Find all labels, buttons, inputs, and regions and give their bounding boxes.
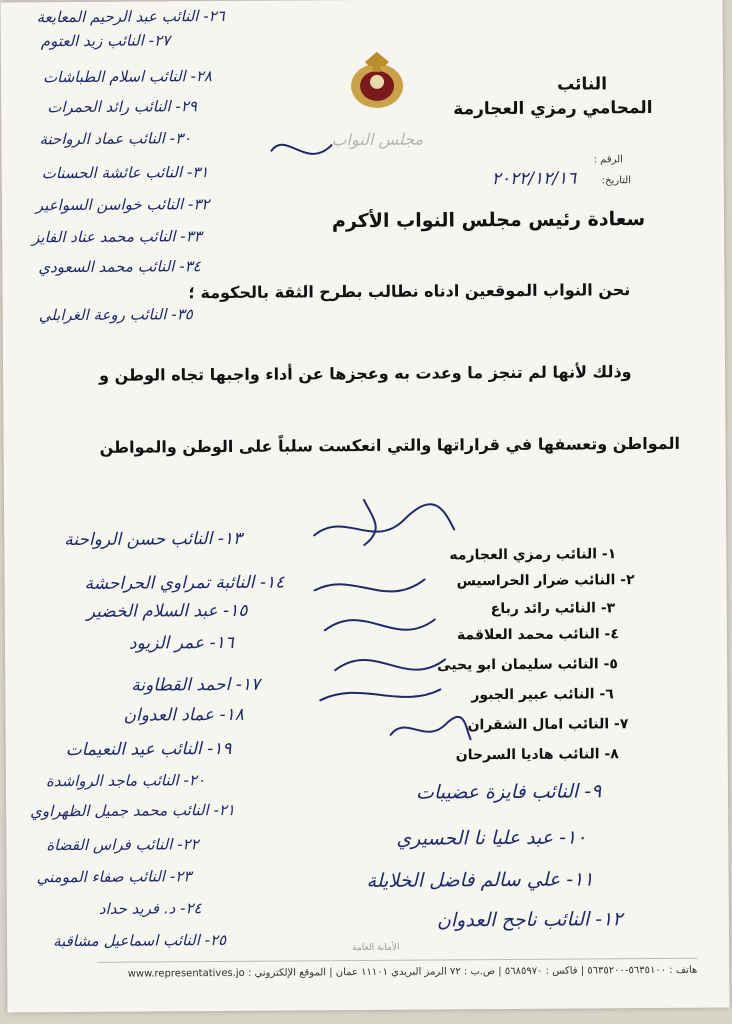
handwritten-signatory-26: ٢٦- النائب عبد الرحيم المعايعة (36, 6, 225, 27)
jordan-coat-of-arms-icon (346, 48, 408, 112)
reference-label: الرقم : (593, 154, 623, 166)
letter-body-line2: المواطن وتعسفها في قراراتها والتي انعكست سلباً على الوطن والمواطن (99, 433, 680, 457)
handwritten-signatory-22: ٢٢- النائب فراس القضاة (46, 835, 199, 855)
signatory-4: ٤- النائب محمد العلاقمة (456, 626, 619, 644)
signatory-7: ٧- النائب امال الشقران (467, 716, 629, 734)
letter-intro: نحن النواب الموقعين ادناه نطالب بطرح الثقة بالحكومة ؛ (188, 280, 631, 303)
handwritten-signatory-33: ٣٣- النائب محمد عناد الفايز (32, 227, 202, 247)
handwritten-signatory-20: ٢٠- النائب ماجد الرواشدة (45, 771, 206, 791)
handwritten-signatory-29: ٢٩- النائب رائد الحمرات (47, 97, 197, 117)
parliament-logo-watermark: مجلس النواب (331, 129, 424, 150)
handwritten-signatory-16: ١٦- عمر الزيود (128, 632, 234, 654)
date-label: التاريخ: (601, 175, 632, 187)
handwritten-signatory-15: ١٥- عبد السلام الخضير (86, 600, 248, 622)
handwritten-signatory-23: ٢٣- النائب صفاء المومني (36, 867, 192, 887)
signatory-8: ٨- النائب هاديا السرحان (455, 746, 619, 764)
header-title-line2: المحامي رمزي العجارمة (453, 97, 653, 120)
salutation: سعادة رئيس مجلس النواب الأكرم (331, 208, 646, 233)
handwritten-signatory-21: ٢١- النائب محمد جميل الظهراوي (30, 800, 236, 821)
signatory-2: ٢- النائب ضرار الحراسيس (456, 572, 635, 590)
handwritten-signatory-12: ١٢- النائب ناجح العدوان (436, 908, 623, 932)
handwritten-signatory-9: ٩- النائب فايزة عضيبات (415, 780, 602, 804)
handwritten-signatory-14: ١٤- النائبة تمراوي الحراحشة (84, 572, 285, 594)
letterhead-footer (97, 942, 698, 980)
signatory-6: ٦- النائب عبير الجبور (471, 686, 614, 704)
handwritten-signatory-30: ٣٠- النائب عماد الرواحنة (39, 129, 192, 149)
handwritten-signatory-18: ١٨- عماد العدوان (123, 704, 244, 726)
handwritten-signatory-19: ١٩- النائب عيد النعيمات (65, 738, 232, 761)
handwritten-signatory-11: ١١- علي سالم فاضل الخلايلة (366, 868, 594, 892)
handwritten-signatory-25: ٢٥- النائب اسماعيل مشاقبة (52, 930, 227, 951)
handwritten-signatory-32: ٣٢- النائب خواسن السواعير (35, 195, 210, 215)
header-title-line1: النائب (557, 74, 608, 95)
date-value: ٢٠٢٢/١٢/١٦ (491, 168, 577, 190)
footer-seal-text: الأمانة العامة (352, 942, 400, 954)
signature-scribble-1 (304, 489, 464, 560)
footer-contact-info: هاتف : ٥٦٣٥١٠٠-٥٦٣٥٢٠٠ | فاكس : ٥٦٨٥٩٧٠ | ص.ب : ٧٢ الرمز البريدي ١١١٠١ عمان | الموقع الإلكتروني : www.representatives.jo (127, 964, 698, 980)
handwritten-signatory-10: ١٠- عبد عليا نا الحسيري (396, 826, 587, 850)
signatory-5: ٥- النائب سليمان ابو يحيى (437, 656, 618, 674)
letter-body-line1: وذلك لأنها لم تنجز ما وعدت به وعجزها عن أداء واجبها تجاه الوطن و (99, 362, 632, 385)
handwritten-signatory-34: ٣٤- النائب محمد السعودي (38, 257, 201, 277)
handwritten-signatory-28: ٢٨- النائب اسلام الطباشات (42, 67, 213, 87)
handwritten-signatory-31: ٣١- النائب عائشة الحسنات (41, 163, 209, 183)
signature-scribble-2 (304, 569, 455, 720)
signature-scribble-4 (266, 130, 336, 170)
handwritten-signatory-13: ١٣- النائب حسن الرواحنة (64, 528, 243, 551)
handwritten-signatory-24: ٢٤- د. فريد حداد (98, 899, 202, 918)
signature-scribble-3 (385, 709, 475, 750)
handwritten-signatory-27: ٢٧- النائب زيد العتوم (40, 31, 171, 51)
signatory-1: ١- النائب رمزي العجارمه (449, 546, 617, 564)
handwritten-signatory-35: ٣٥- النائب روعة الغرابلي (38, 305, 193, 325)
signatory-3: ٣- النائب رائد رباع (490, 600, 616, 618)
handwritten-signatory-17: ١٧- احمد القطاونة (131, 674, 261, 696)
